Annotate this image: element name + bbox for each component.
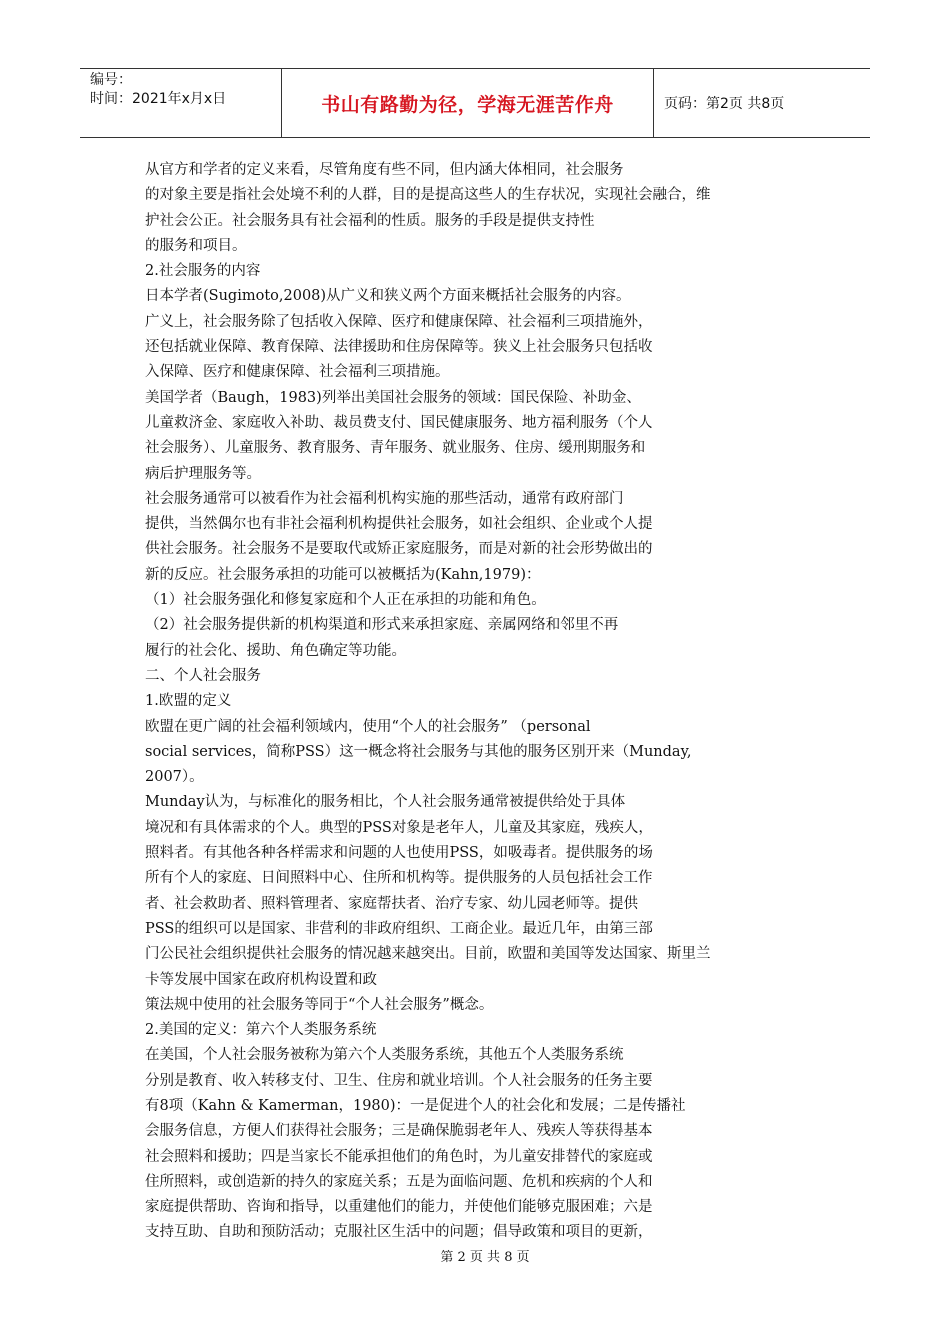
- text-line: 从官方和学者的定义来看，尽管角度有些不同，但内涵大体相同，社会服务: [145, 162, 624, 178]
- text-line: 2007）。: [145, 769, 204, 786]
- text-line: PSS的组织可以是国家、非营利的非政府组织、工商企业。最近几年，由第三部: [145, 920, 653, 937]
- text-line: 支持互助、自助和预防活动；克服社区生活中的问题；倡导政策和项目的更新，: [145, 1224, 653, 1241]
- text-line: 新的反应。社会服务承担的功能可以被概括为(Kahn,1979)：: [145, 566, 541, 583]
- text-line: 的对象主要是指社会处境不利的人群，目的是提高这些人的生存状况，实现社会融合，维: [145, 187, 711, 204]
- text-line: 的服务和项目。: [145, 237, 247, 254]
- text-line: 社会照料和援助；四是当家长不能承担他们的角色时，为儿童安排替代的家庭或: [145, 1148, 653, 1165]
- text-line: 还包括就业保障、教育保障、法律援助和住房保障等。狭义上社会服务只包括收: [145, 339, 653, 356]
- text-line: social services，简称PSS）这一概念将社会服务与其他的服务区别开来（Munday,: [145, 743, 692, 760]
- text-line: 所有个人的家庭、日间照料中心、住所和机构等。提供服务的人员包括社会工作: [145, 870, 653, 887]
- page-footer: 第 2 页 共 8 页: [440, 1250, 530, 1265]
- text-line: 卡等发展中国家在政府机构设置和政: [145, 971, 377, 988]
- text-line: 1.欧盟的定义: [145, 693, 232, 710]
- text-line: 家庭提供帮助、咨询和指导，以重建他们的能力，并使他们能够克服困难；六是: [145, 1199, 653, 1216]
- text-line: 广义上，社会服务除了包括收入保障、医疗和健康保障、社会福利三项措施外，: [145, 313, 653, 330]
- text-line: 社会服务）、儿童服务、教育服务、青年服务、就业服务、住房、缓刑期服务和: [145, 440, 646, 457]
- text-line: 病后护理服务等。: [145, 465, 261, 482]
- text-line: 策法规中使用的社会服务等同于“个人社会服务”概念。: [145, 996, 494, 1013]
- text-line: 者、社会救助者、照料管理者、家庭帮扶者、治疗专家、幼儿园老师等。提供: [145, 895, 638, 912]
- text-line: 住所照料，或创造新的持久的家庭关系；五是为面临问题、危机和疾病的个人和: [145, 1173, 653, 1190]
- text-line: 2.社会服务的内容: [145, 263, 261, 280]
- header-page-label: 页码：第2页 共8页: [664, 96, 785, 112]
- date-label: 时间：2021年x月x日: [90, 91, 227, 107]
- text-line: 欧盟在更广阔的社会福利领域内，使用“个人的社会服务” （personal: [145, 718, 591, 735]
- text-line: 护社会公正。社会服务具有社会福利的性质。服务的手段是提供支持性: [145, 212, 595, 229]
- text-line: 门公民社会组织提供社会服务的情况越来越突出。目前，欧盟和美国等发达国家、斯里兰: [145, 946, 711, 963]
- text-line: 美国学者（Baugh，1983)列举出美国社会服务的领域：国民保险、补助金、: [145, 389, 641, 406]
- number-label: 编号：: [90, 72, 132, 88]
- text-line: 二、个人社会服务: [145, 667, 261, 684]
- header-meta: [80, 69, 282, 137]
- header-motto: 书山有路勤为径，学海无涯苦作舟: [282, 69, 654, 137]
- text-line: 照料者。有其他各种各样需求和问题的人也使用PSS，如吸毒者。提供服务的场: [145, 845, 653, 862]
- text-line: 社会服务通常可以被看作为社会福利机构实施的那些活动，通常有政府部门: [145, 490, 624, 507]
- text-line: 2.美国的定义：第六个人类服务系统: [145, 1022, 377, 1039]
- text-line: 履行的社会化、援助、角色确定等功能。: [145, 642, 406, 659]
- text-line: 提供，当然偶尔也有非社会福利机构提供社会服务，如社会组织、企业或个人提: [145, 516, 653, 533]
- page-header: [80, 68, 870, 138]
- text-line: Munday认为，与标准化的服务相比，个人社会服务通常被提供给处于具体: [145, 794, 626, 811]
- text-line: 分别是教育、收入转移支付、卫生、住房和就业培训。个人社会服务的任务主要: [145, 1072, 653, 1089]
- text-line: 入保障、医疗和健康保障、社会福利三项措施。: [145, 364, 450, 381]
- document-body: [145, 158, 825, 1246]
- text-line: 供社会服务。社会服务不是要取代或矫正家庭服务，而是对新的社会形势做出的: [145, 541, 653, 558]
- text-line: （2）社会服务提供新的机构渠道和形式来承担家庭、亲属网络和邻里不再: [145, 617, 619, 634]
- text-line: 儿童救济金、家庭收入补助、裁员费支付、国民健康服务、地方福利服务（个人: [145, 414, 653, 431]
- text-line: 在美国，个人社会服务被称为第六个人类服务系统，其他五个人类服务系统: [145, 1047, 624, 1064]
- text-line: （1）社会服务强化和修复家庭和个人正在承担的功能和角色。: [145, 592, 546, 609]
- text-line: 会服务信息，方便人们获得社会服务；三是确保脆弱老年人、残疾人等获得基本: [145, 1123, 653, 1140]
- text-line: 有8项（Kahn & Kamerman，1980)：一是促进个人的社会化和发展；二是传播社: [145, 1097, 686, 1114]
- text-line: 境况和有具体需求的个人。典型的PSS对象是老年人，儿童及其家庭，残疾人，: [145, 819, 653, 836]
- text-line: 日本学者(Sugimoto,2008)从广义和狭义两个方面来概括社会服务的内容。: [145, 288, 631, 305]
